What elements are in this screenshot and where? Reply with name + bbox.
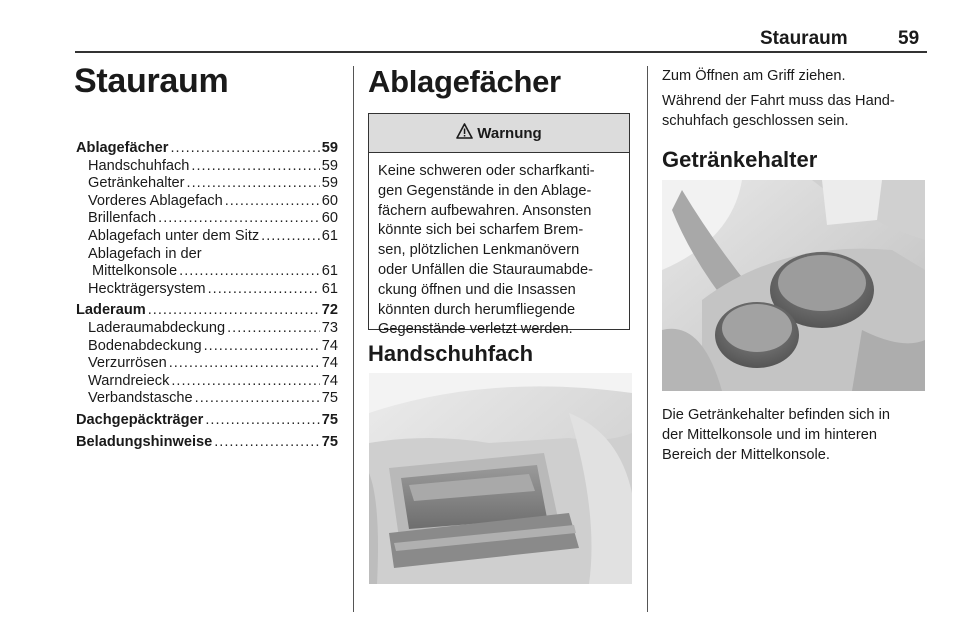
toc-entry-label: Handschuhfach (88, 157, 190, 174)
paragraph-open-glovebox: Zum Öffnen am Griff ziehen. (662, 68, 846, 84)
toc-entry-label: Mittelkonsole (92, 263, 178, 280)
toc-entry-label: Bodenabdeckung (88, 337, 202, 354)
table-of-contents (76, 140, 338, 451)
toc-entry[interactable] (76, 320, 338, 338)
toc-entry[interactable] (76, 193, 338, 211)
toc-entry[interactable] (76, 412, 338, 430)
text-line: könnten durch herumfliegende (378, 301, 576, 318)
toc-leader-dots (195, 390, 320, 408)
toc-entry-label: Laderaumabdeckung (88, 319, 226, 336)
toc-leader-dots (170, 140, 319, 158)
toc-entry-page: 59 (321, 157, 338, 174)
cupholder-photo (662, 180, 925, 391)
toc-entry-label: Dachgepäckträger (76, 411, 204, 428)
toc-entry[interactable] (76, 338, 338, 356)
warning-title: Warnung (477, 124, 542, 142)
paragraph-cupholder-location (662, 405, 890, 465)
toc-entry-label: Ablagefach in der (88, 245, 202, 262)
warning-text (369, 153, 629, 340)
chapter-title: Stauraum (74, 62, 229, 100)
text-line: gen Gegenstände in den Ablage- (378, 182, 592, 199)
text-line: Bereich der Mittelkonsole. (662, 447, 830, 463)
text-line: Gegenstände verletzt werden. (378, 321, 573, 338)
text-line: oder Unfällen die Stauraumabde- (378, 261, 593, 278)
toc-entry[interactable] (76, 140, 338, 158)
toc-entry-page: 61 (321, 263, 338, 280)
toc-entry-page: 75 (321, 390, 338, 407)
text-line: sen, plötzlichen Lenkmanövern (378, 242, 580, 259)
subsection-title-getraenkehalter: Getränkehalter (662, 147, 818, 172)
header-rule (75, 51, 927, 53)
toc-entry-page: 75 (321, 433, 338, 450)
toc-entry-label: Verzurrösen (88, 355, 167, 372)
column-divider-1 (353, 66, 354, 612)
toc-entry-label: Getränkehalter (88, 175, 185, 192)
toc-entry[interactable] (76, 263, 338, 281)
paragraph-glovebox-closed (662, 91, 895, 131)
warning-triangle-icon (456, 123, 473, 143)
toc-leader-dots (208, 281, 320, 299)
text-line: fächern aufbewahren. Ansonsten (378, 202, 592, 219)
toc-entry-label: Heckträgersystem (88, 280, 206, 297)
toc-leader-dots (261, 228, 320, 246)
toc-entry[interactable] (76, 228, 338, 246)
toc-entry-label: Brillenfach (88, 210, 157, 227)
toc-leader-dots (225, 193, 320, 211)
toc-entry[interactable] (76, 390, 338, 408)
toc-entry[interactable] (76, 373, 338, 391)
toc-entry-label: Ablagefach unter dem Sitz (88, 227, 260, 244)
text-line: Die Getränkehalter befinden sich in (662, 407, 890, 423)
toc-entry-page: 59 (321, 140, 338, 156)
toc-entry[interactable] (76, 246, 338, 264)
toc-leader-dots (205, 412, 319, 430)
toc-entry-page: 61 (321, 280, 338, 297)
toc-leader-dots (191, 158, 319, 176)
toc-entry-page: 60 (321, 210, 338, 227)
toc-entry-page: 61 (321, 227, 338, 244)
text-line: Keine schweren oder scharfkanti- (378, 163, 595, 179)
toc-entry-label: Verbandstasche (88, 390, 193, 407)
toc-entry[interactable] (76, 158, 338, 176)
toc-leader-dots (214, 434, 320, 452)
toc-entry-page: 60 (321, 192, 338, 209)
toc-entry[interactable] (76, 281, 338, 299)
text-line: könnte sich bei scharfem Brem- (378, 222, 584, 239)
text-line: der Mittelkonsole und im hinteren (662, 427, 877, 443)
toc-entry-page: 72 (321, 302, 338, 319)
section-title-ablagefaecher: Ablagefächer (368, 64, 561, 99)
toc-entry[interactable] (76, 175, 338, 193)
toc-leader-dots (169, 355, 320, 373)
text-line: schuhfach geschlossen sein. (662, 113, 849, 129)
toc-entry-label: Warndreieck (88, 372, 170, 389)
glovebox-photo (369, 373, 632, 584)
toc-leader-dots (179, 263, 320, 281)
toc-entry-page: 75 (321, 411, 338, 428)
toc-entry-page: 74 (321, 337, 338, 354)
text-line: ckung öffnen und die Insassen (378, 281, 576, 298)
toc-entry-page: 73 (321, 319, 338, 336)
toc-leader-dots (204, 338, 320, 356)
toc-leader-dots (227, 320, 320, 338)
toc-entry[interactable] (76, 355, 338, 373)
running-header-title: Stauraum (760, 28, 848, 49)
toc-entry[interactable] (76, 434, 338, 452)
toc-entry-page: 74 (321, 372, 338, 389)
toc-entry-label: Laderaum (76, 302, 146, 319)
toc-entry-page: 59 (321, 175, 338, 192)
toc-entry[interactable] (76, 210, 338, 228)
toc-entry-label: Beladungshinweise (76, 433, 213, 450)
toc-leader-dots (171, 373, 319, 391)
toc-leader-dots (148, 302, 320, 320)
warning-header (369, 114, 629, 153)
toc-entry[interactable] (76, 302, 338, 320)
text-line: Während der Fahrt muss das Hand- (662, 93, 895, 109)
page-number: 59 (898, 28, 920, 49)
toc-leader-dots (187, 175, 320, 193)
toc-entry-page: 74 (321, 355, 338, 372)
toc-leader-dots (158, 210, 320, 228)
warning-box (368, 113, 630, 338)
toc-entry-label: Vorderes Ablagefach (88, 192, 223, 209)
column-divider-2 (647, 66, 648, 612)
subsection-title-handschuhfach: Handschuhfach (368, 341, 534, 366)
toc-entry-label: Ablagefächer (76, 140, 169, 156)
